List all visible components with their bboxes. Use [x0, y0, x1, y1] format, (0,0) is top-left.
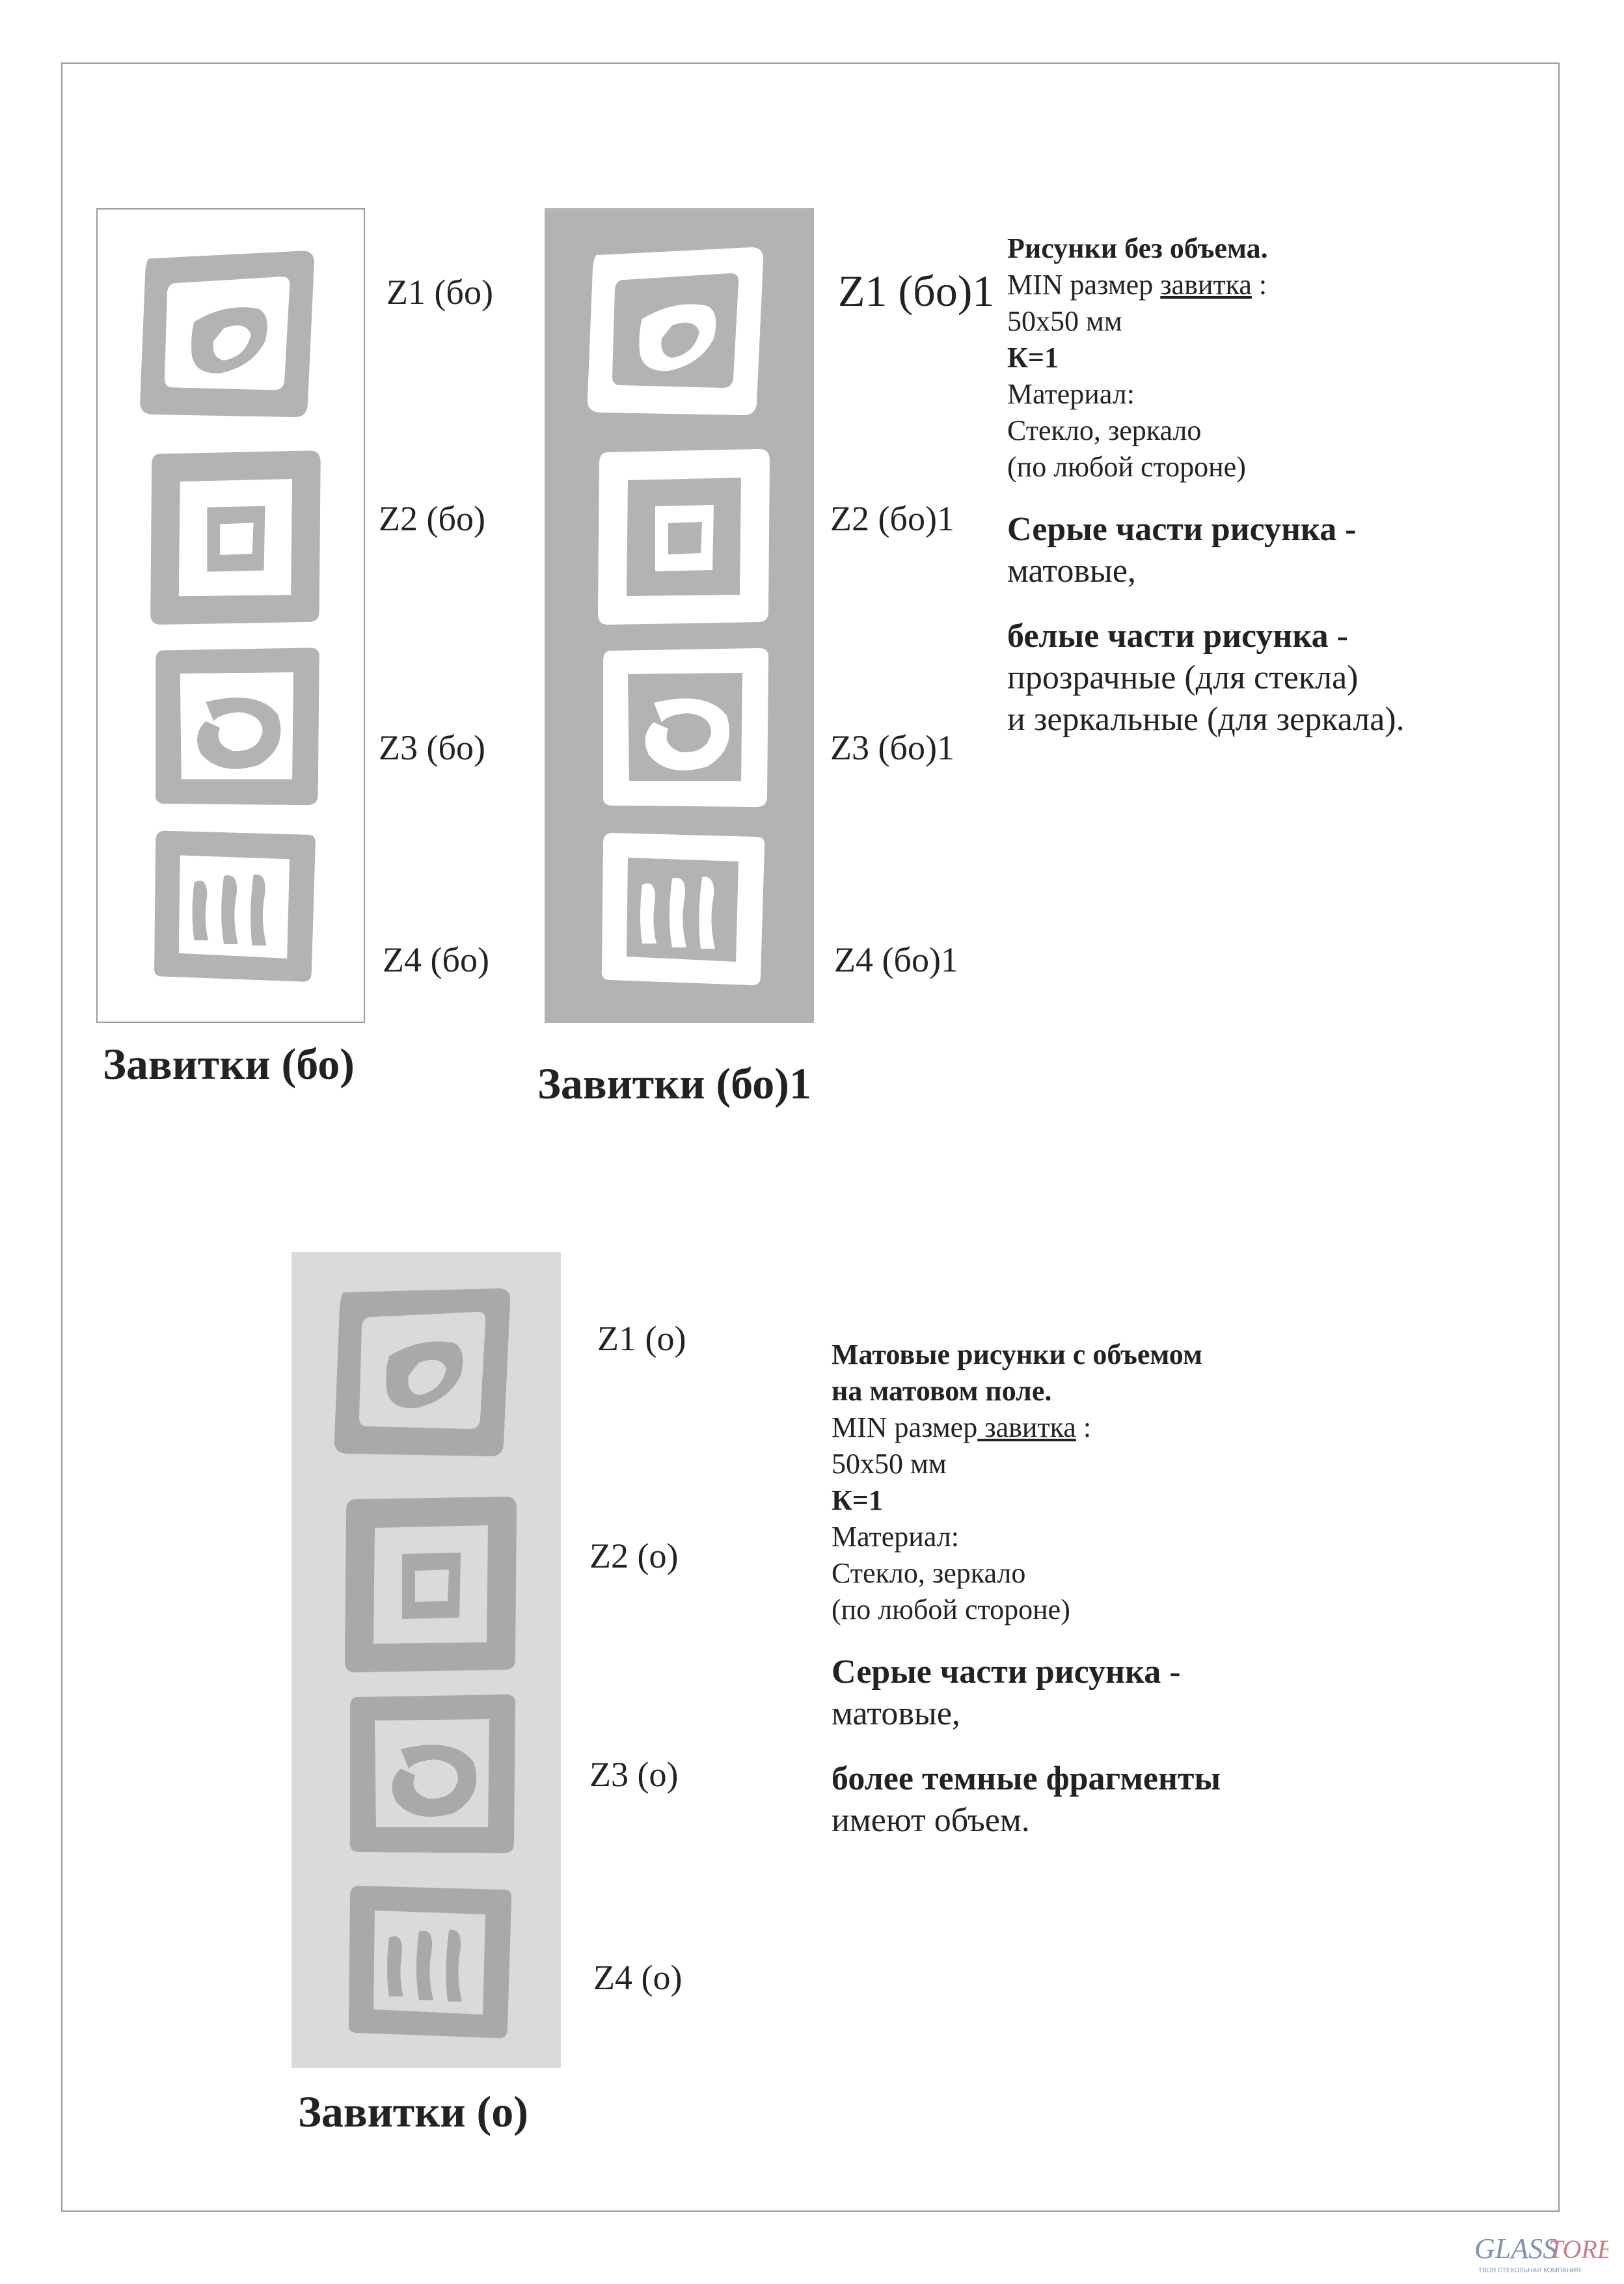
desc-top-material-value: Стекло, зеркало [1007, 415, 1202, 446]
label-z2-o: Z2 (о) [589, 1536, 679, 1575]
desc-bottom-gray-title: Серые части рисунка - [832, 1653, 1181, 1691]
label-z4-o: Z4 (о) [593, 1958, 683, 1997]
desc-bottom-side-note: (по любой стороне) [832, 1594, 1070, 1625]
panel-zavitki-o [291, 1252, 561, 2068]
desc-bottom-title-2: на матовом поле. [832, 1375, 1052, 1407]
label-z3-o: Z3 (о) [589, 1755, 679, 1794]
desc-top-title: Рисунки без объема. [1007, 232, 1268, 264]
caption-zavitki-bo1: Завитки (бо)1 [537, 1059, 811, 1108]
panel-zavitki-bo1 [545, 208, 814, 1023]
logo-text-1: GLASS [1474, 2233, 1558, 2264]
desc-top-side-note: (по любой стороне) [1007, 451, 1246, 483]
label-z1-o: Z1 (о) [597, 1319, 686, 1358]
desc-top-white-title: белые части рисунка - [1007, 618, 1348, 655]
logo-text-2: TORE [1549, 2235, 1608, 2264]
glassstore-logo [1472, 2224, 1608, 2276]
desc-top-white-text-2: и зеркальные (для зеркала). [1007, 701, 1405, 738]
desc-top-min-size: MIN размер завитка : [1007, 269, 1267, 301]
label-z3-bo1: Z3 (бо)1 [830, 728, 954, 767]
desc-top-white-text-1: прозрачные (для стекла) [1007, 659, 1359, 696]
desc-bottom-min-size: MIN размер завитка : [832, 1411, 1092, 1443]
desc-top-gray-text: матовые, [1007, 552, 1136, 590]
desc-bottom-dark-text: имеют объем. [832, 1802, 1030, 1839]
label-z1-bo: Z1 (бо) [386, 273, 493, 312]
zavitki-o-motifs [291, 1252, 561, 2068]
label-z1-bo1: Z1 (бо)1 [838, 266, 995, 316]
panel-zavitki-bo [96, 208, 365, 1023]
desc-bottom-dark-title: более темные фрагменты [832, 1760, 1221, 1797]
desc-top-material-label: Материал: [1007, 378, 1135, 410]
label-z4-bo1: Z4 (бо)1 [834, 940, 958, 979]
caption-zavitki-bo: Завитки (бо) [103, 1039, 355, 1089]
desc-bottom-title-1: Матовые рисунки с объемом [832, 1339, 1202, 1370]
zavitki-bo1-motifs [545, 208, 814, 1023]
description-top [1007, 230, 1528, 741]
desc-bottom-min-size-value: 50х50 мм [832, 1448, 947, 1480]
desc-top-gray-title: Серые части рисунка - [1007, 511, 1357, 548]
label-z3-bo: Z3 (бо) [379, 728, 485, 767]
zavitki-bo-motifs [98, 210, 364, 1022]
desc-bottom-material-label: Материал: [832, 1521, 959, 1553]
description-bottom [832, 1337, 1417, 1842]
desc-top-min-size-value: 50х50 мм [1007, 305, 1122, 337]
desc-bottom-k: К=1 [832, 1484, 883, 1516]
caption-zavitki-o: Завитки (о) [298, 2087, 528, 2136]
desc-bottom-gray-text: матовые, [832, 1695, 960, 1732]
desc-bottom-material-value: Стекло, зеркало [832, 1557, 1026, 1589]
logo-tagline: ТВОЯ СТЕКОЛЬНАЯ КОМПАНИЯ [1478, 2267, 1581, 2274]
desc-top-k: К=1 [1007, 342, 1059, 374]
label-z4-bo: Z4 (бо) [383, 940, 489, 979]
label-z2-bo1: Z2 (бо)1 [830, 499, 954, 538]
label-z2-bo: Z2 (бо) [379, 499, 485, 538]
